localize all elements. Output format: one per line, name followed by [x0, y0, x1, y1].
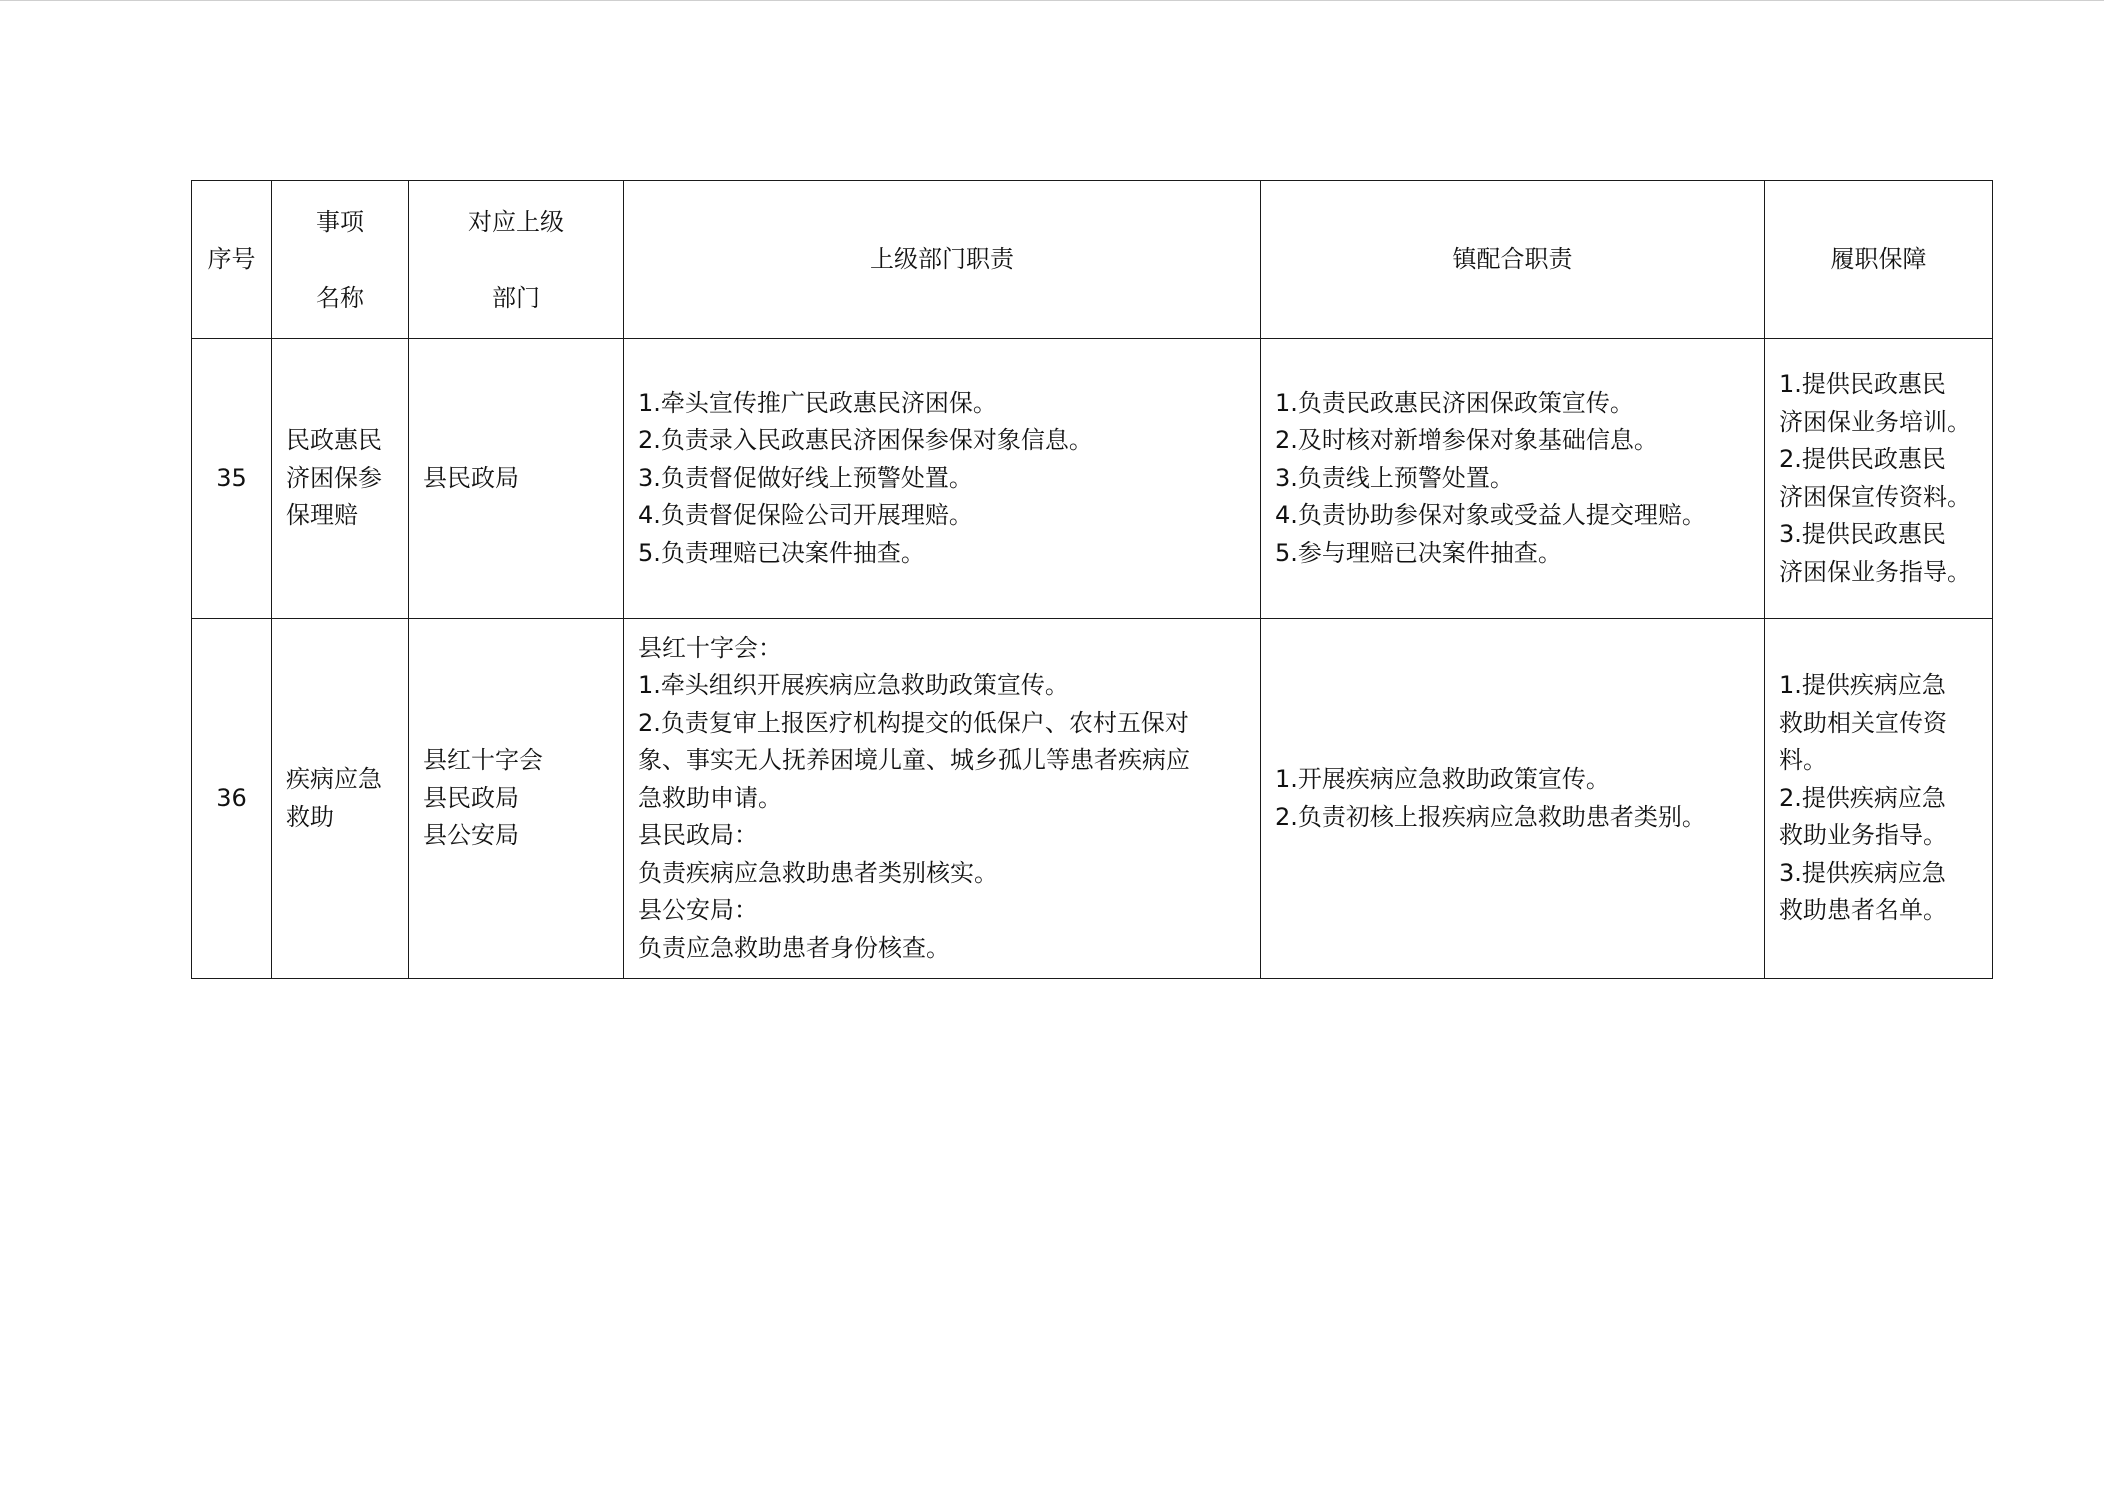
table-row: [192, 619, 1993, 979]
row-seq: 35: [192, 339, 272, 619]
duty-table: [191, 180, 1993, 979]
row-item-name: 疾病应急 救助: [272, 619, 409, 979]
header-seq: 序号: [192, 181, 272, 339]
page-top-rule: [0, 0, 2104, 1]
row-town-duty: 1.负责民政惠民济困保政策宣传。 2.及时核对新增参保对象基础信息。 3.负责线上预警处置。 4.负责协助参保对象或受益人提交理赔。 5.参与理赔已决案件抽查。: [1261, 339, 1765, 619]
header-town-duty: 镇配合职责: [1261, 181, 1765, 339]
row-seq: 36: [192, 619, 272, 979]
row-item-name: 民政惠民 济困保参 保理赔: [272, 339, 409, 619]
row-upper-dept: 县红十字会 县民政局 县公安局: [409, 619, 624, 979]
header-row: [192, 181, 1993, 339]
table-row: [192, 339, 1993, 619]
row-upper-dept: 县民政局: [409, 339, 624, 619]
header-upper-duty: 上级部门职责: [624, 181, 1261, 339]
header-upper-dept: 对应上级 部门: [409, 181, 624, 339]
row-guarantee: 1.提供民政惠民 济困保业务培训。 2.提供民政惠民 济困保宣传资料。 3.提供民政惠民 济困保业务指导。: [1765, 339, 1993, 619]
row-upper-duty: 1.牵头宣传推广民政惠民济困保。 2.负责录入民政惠民济困保参保对象信息。 3.负责督促做好线上预警处置。 4.负责督促保险公司开展理赔。 5.负责理赔已决案件抽查。: [624, 339, 1261, 619]
row-upper-duty: 县红十字会： 1.牵头组织开展疾病应急救助政策宣传。 2.负责复审上报医疗机构提交的低保户、农村五保对 象、事实无人抚养困境儿童、城乡孤儿等患者疾病应 急救助申请。 县民政局： 负责疾病应急救助患者类别核实。 县公安局： 负责应急救助患者身份核查。: [624, 619, 1261, 979]
row-town-duty: 1.开展疾病应急救助政策宣传。 2.负责初核上报疾病应急救助患者类别。: [1261, 619, 1765, 979]
row-guarantee: 1.提供疾病应急 救助相关宣传资 料。 2.提供疾病应急 救助业务指导。 3.提供疾病应急 救助患者名单。: [1765, 619, 1993, 979]
header-guarantee: 履职保障: [1765, 181, 1993, 339]
header-item-name: 事项 名称: [272, 181, 409, 339]
